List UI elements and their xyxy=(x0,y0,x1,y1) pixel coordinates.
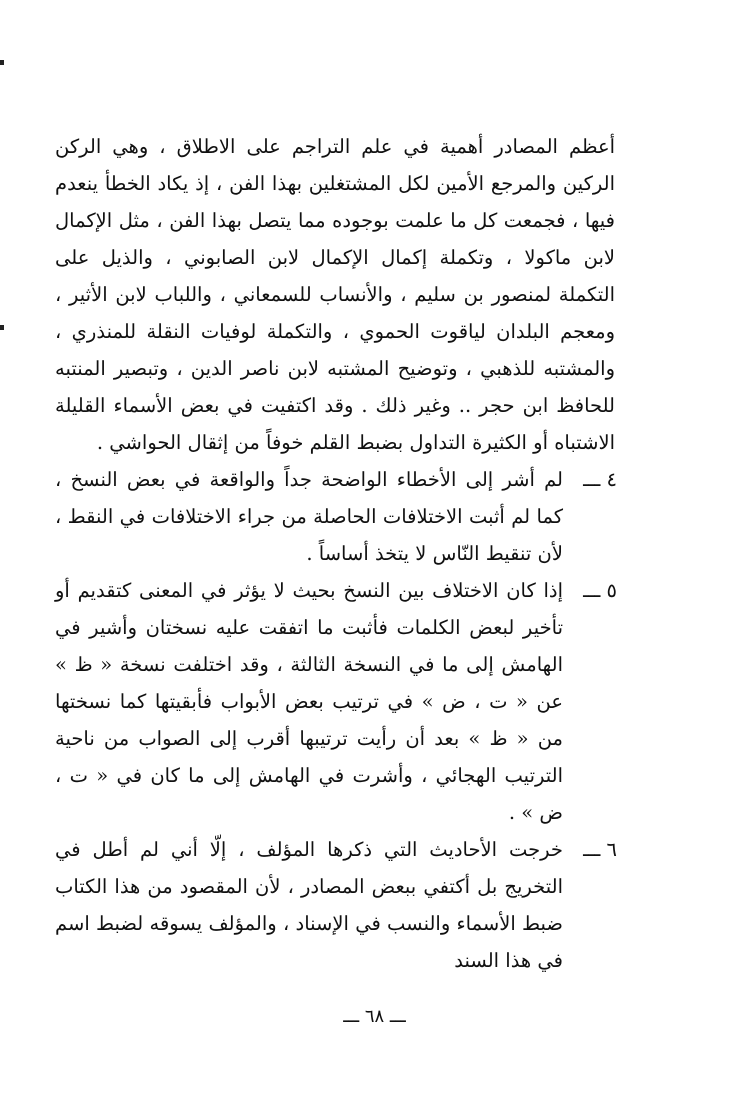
list-item-5 xyxy=(55,572,615,831)
list-item-4 xyxy=(55,461,615,572)
intro-paragraph: أعظم المصادر أهمية في علم التراجم على الاطلاق ، وهي الركن الركين والمرجع الأمين لكل المشتغلين بهذا الفن ، إذ يكاد الخطأ ينعدم فيها ، فجمعت كل ما علمت بوجوده مما يتصل بهذا الفن ، مثل الإكمال لابن ماكولا ، وتكملة إكمال الإكمال لابن الصابوني ، والذيل على التكملة لمنصور بن سليم ، والأنساب للسمعاني ، واللباب لابن الأثير ، ومعجم البلدان لياقوت الحموي ، والتكملة لوفيات النقلة للمنذري ، والمشتبه للذهبي ، وتوضيح المشتبه لابن ناصر الدين ، وتبصير المنتبه للحافظ ابن حجر .. وغير ذلك . وقد اكتفيت في بعض الأسماء القليلة الاشتباه أو الكثيرة التداول بضبط القلم خوفاً من إثقال الحواشي . xyxy=(55,135,615,454)
item-number: ٥ ـــ xyxy=(583,579,617,602)
item-number: ٦ ـــ xyxy=(583,838,617,861)
margin-mark-middle xyxy=(0,325,4,330)
item-text: إذا كان الاختلاف بين النسخ بحيث لا يؤثر في المعنى كتقديم أو تأخير لبعض الكلمات فأثبت ما اتفقت عليه نسختان وأشير في الهامش إلى ما في النسخة الثالثة ، وقد اختلفت نسخة « ظ » عن « ت ، ض » في ترتيب بعض الأبواب فأبقيتها كما نسختها من « ظ » بعد أن رأيت ترتيبها أقرب إلى الصواب من ناحية الترتيب الهجائي ، وأشرت في الهامش إلى ما كان في « ت ، ض » . xyxy=(55,579,563,824)
book-page-text xyxy=(55,128,615,979)
item-text: خرجت الأحاديث التي ذكرها المؤلف ، إلّا أني لم أطل في التخريج بل أكتفي ببعض المصادر ، لأن المقصود من هذا الكتاب ضبط الأسماء والنسب في الإسناد ، والمؤلف يسوقه لضبط اسم في هذا السند xyxy=(55,838,563,972)
margin-mark-top xyxy=(0,60,4,65)
item-text: لم أشر إلى الأخطاء الواضحة جداً والواقعة في بعض النسخ ، كما لم أثبت الاختلافات الحاصلة من جراء الاختلافات في النقط ، لأن تنقيط النّاس لا يتخذ أساساً . xyxy=(55,468,563,565)
list-item-6 xyxy=(55,831,615,979)
page-number: ـــ ٦٨ ـــ xyxy=(343,1006,406,1027)
item-number: ٤ ـــ xyxy=(583,468,617,491)
